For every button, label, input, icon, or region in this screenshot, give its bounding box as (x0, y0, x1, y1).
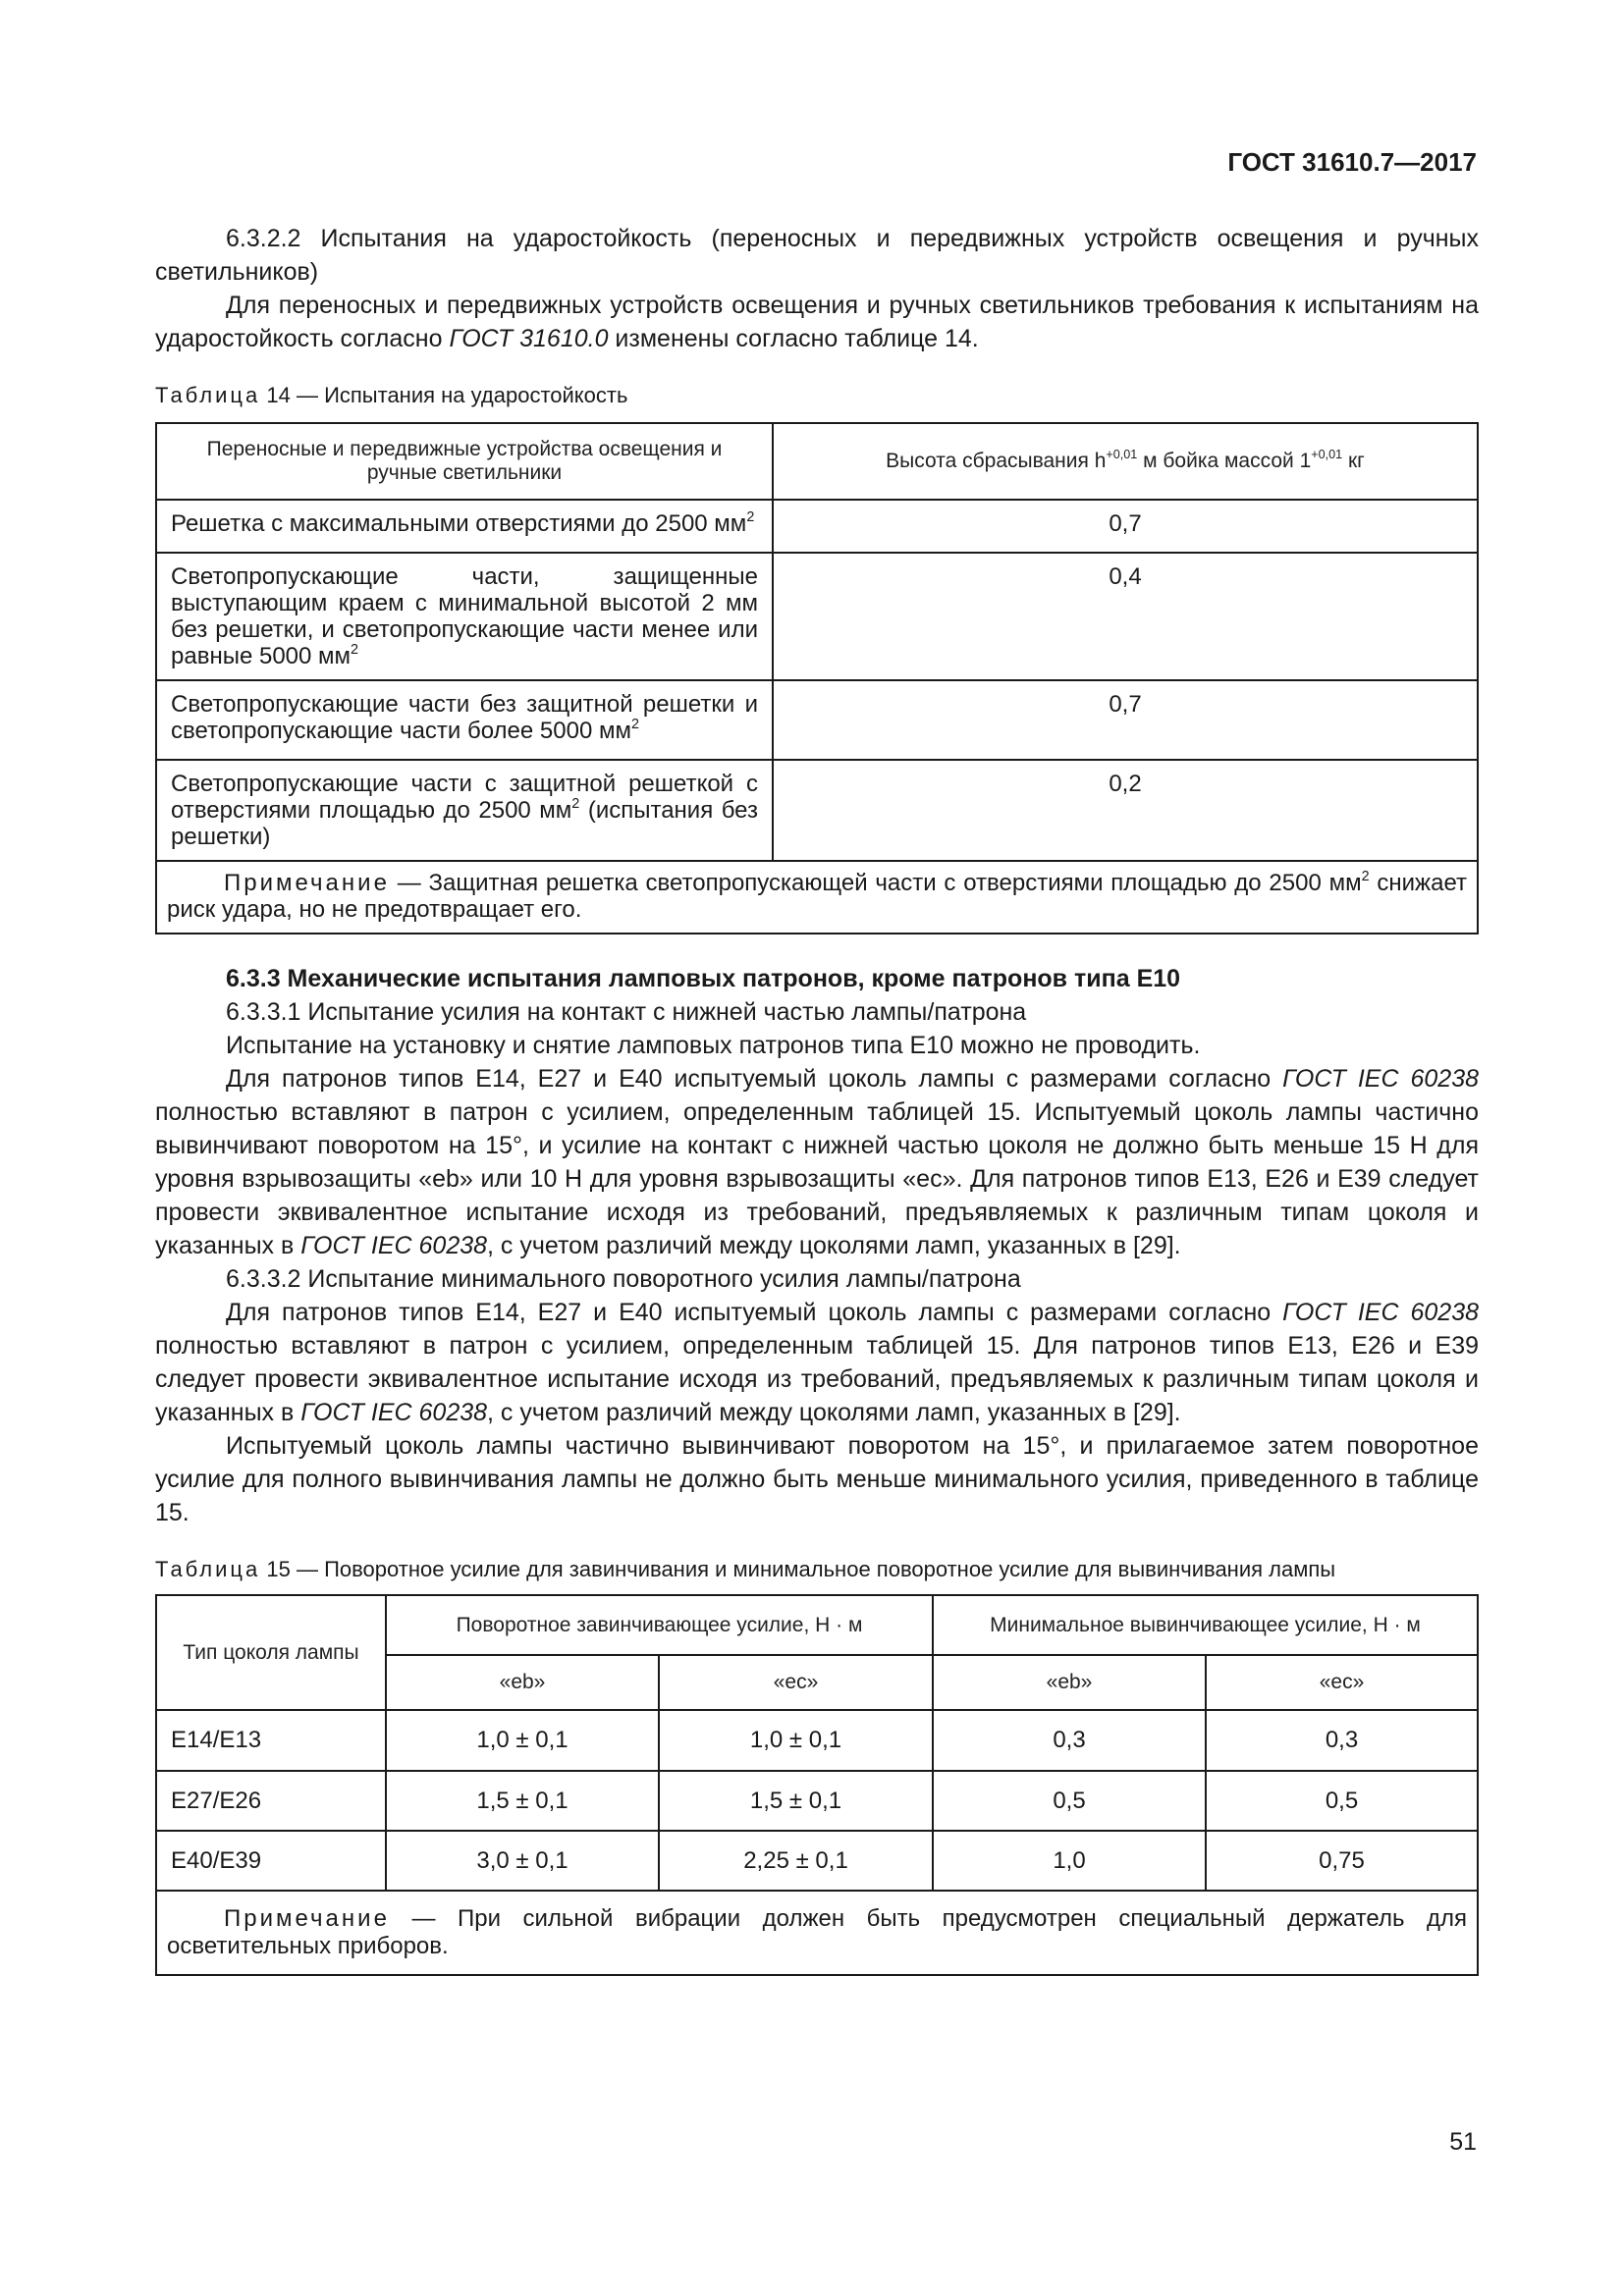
table15-subheader-eb: «eb» (933, 1655, 1206, 1710)
table15-cell: 0,5 (1206, 1771, 1478, 1831)
table15-group-loosen-header: Минимальное вывинчивающее усилие, Н · м (933, 1595, 1478, 1655)
table15-cell: 0,5 (933, 1771, 1206, 1831)
section-6332-title: 6.3.3.2 Испытание минимального поворотного усилия лампы/патрона (226, 1265, 1021, 1293)
table15-cell: 2,25 ± 0,1 (659, 1831, 933, 1891)
reference-gost-iec-60238: ГОСТ IEC 60238 (1282, 1299, 1479, 1326)
table14-value: 0,7 (773, 500, 1478, 553)
table15-cell: 1,5 ± 0,1 (659, 1771, 933, 1831)
table15-group-tighten-header: Поворотное завинчивающее усилие, Н · м (386, 1595, 933, 1655)
reference-gost-iec-60238: ГОСТ IEC 60238 (300, 1399, 488, 1426)
table-14 (155, 422, 1479, 934)
table15-header-row (156, 1595, 1478, 1655)
page-number: 51 (1449, 2128, 1477, 2156)
table15-subheader-ec: «ec» (659, 1655, 933, 1710)
section-633-p4: Испытуемый цоколь лампы частично вывинчивают поворотом на 15°, и прилагаемое затем поворотное усилие для полного вывинчивания лампы не должно быть меньше минимального усилия, приведенного в таблице 15. (155, 1432, 1479, 1526)
table14-desc: Светопропускающие части без защитной решетки и светопропускающие части более 5000 $мм^2$ (156, 680, 773, 760)
reference-gost-iec-60238: ГОСТ IEC 60238 (300, 1232, 488, 1259)
section-633-p3: Для патронов типов Е14, Е27 и Е40 испытуемый цоколь лампы с размерами согласно ГОСТ IEC 60238 полностью вставляют в патрон с усилием, определенным таблицей 15. Для патронов типов Е13, Е26 и Е39 следует провести эквивалентное испытание исходя из требований, предъявляемых к различным типам цоколя и указанных в ГОСТ IEC 60238, с учетом различий между цоколями ламп, указанных в [29]. (155, 1299, 1479, 1426)
table15-cell: 0,3 (933, 1710, 1206, 1771)
table15-cell-type: Е27/Е26 (156, 1771, 386, 1831)
page-content (155, 222, 1479, 1976)
table15-subheader-ec: «ec» (1206, 1655, 1478, 1710)
section-633-p1: Испытание на установку и снятие ламповых патронов типа Е10 можно не проводить. (226, 1032, 1201, 1059)
table15-note: Примечание — При сильной вибрации должен быть предусмотрен специальный держатель для осветительных приборов. (156, 1891, 1478, 1975)
table15-cell: 1,0 ± 0,1 (659, 1710, 933, 1771)
table15-cell: 1,5 ± 0,1 (386, 1771, 659, 1831)
table-row (156, 680, 1478, 760)
table-row (156, 1710, 1478, 1771)
section-6331-title: 6.3.3.1 Испытание усилия на контакт с нижней частью лампы/патрона (226, 998, 1027, 1026)
section-6322-body: Для переносных и передвижных устройств освещения и ручных светильников требования к испытаниям на ударостойкость согласно ГОСТ 31610.0 изменены согласно таблице 14. (155, 292, 1479, 352)
table-row (156, 553, 1478, 680)
table14-header-row (156, 423, 1478, 500)
document-code: ГОСТ 31610.7—2017 (1227, 147, 1477, 177)
table14-desc: Светопропускающие части с защитной решеткой с отверстиями площадью до 2500 $мм^2$ (испытания без решетки) (156, 760, 773, 861)
table14-desc: Решетка с максимальными отверстиями до 2500 $мм^2$ (156, 500, 773, 553)
table14-value: 0,7 (773, 680, 1478, 760)
table15-col-type-header: Тип цоколя лампы (156, 1595, 386, 1710)
table15-subheader-eb: «eb» (386, 1655, 659, 1710)
table14-col1-header: Переносные и передвижные устройства освещения и ручные светильники (156, 423, 773, 500)
table15-caption: Таблица 15 — Поворотное усилие для завинчивания и минимальное поворотное усилие для вывинчивания лампы (155, 1557, 1336, 1581)
table14-note-row (156, 861, 1478, 934)
table15-cell: 1,0 (933, 1831, 1206, 1891)
table-row (156, 760, 1478, 861)
table-row (156, 1771, 1478, 1831)
table14-value: 0,4 (773, 553, 1478, 680)
table15-cell: 0,3 (1206, 1710, 1478, 1771)
table14-caption: Таблица 14 — Испытания на ударостойкость (155, 383, 628, 407)
reference-gost-31610-0: ГОСТ 31610.0 (449, 325, 609, 352)
table15-note-row (156, 1891, 1478, 1975)
table15-cell: 3,0 ± 0,1 (386, 1831, 659, 1891)
table15-cell-type: Е40/Е39 (156, 1831, 386, 1891)
table-row (156, 1831, 1478, 1891)
table14-col2-header: Высота сбрасывания $h^{+0,01}$ м бойка массой $1^{+0,01}$ кг (773, 423, 1478, 500)
table15-cell: 1,0 ± 0,1 (386, 1710, 659, 1771)
section-633-heading: 6.3.3 Механические испытания ламповых патронов, кроме патронов типа Е10 (226, 965, 1181, 992)
table14-desc: Светопропускающие части, защищенные выступающим краем с минимальной высотой 2 мм без решетки, и светопропускающие части менее или равные 5000 $мм^2$ (156, 553, 773, 680)
table14-value: 0,2 (773, 760, 1478, 861)
section-633-p2: Для патронов типов Е14, Е27 и Е40 испытуемый цоколь лампы с размерами согласно ГОСТ IEC 60238 полностью вставляют в патрон с усилием, определенным таблицей 15. Испытуемый цоколь лампы частично вывинчивают поворотом на 15°, и усилие на контакт с нижней частью цоколя не должно быть меньше 15 Н для уровня взрывозащиты «eb» или 10 Н для уровня взрывозащиты «ec». Для патронов типов Е13, Е26 и Е39 следует провести эквивалентное испытание исходя из требований, предъявляемых к различным типам цоколя и указанных в ГОСТ IEC 60238, с учетом различий между цоколями ламп, указанных в [29]. (155, 1065, 1479, 1259)
table15-cell: 0,75 (1206, 1831, 1478, 1891)
reference-gost-iec-60238: ГОСТ IEC 60238 (1282, 1065, 1479, 1093)
table15-cell-type: Е14/Е13 (156, 1710, 386, 1771)
table14-note: Примечание — Защитная решетка светопропускающей части с отверстиями площадью до 2500 $мм^2$ снижает риск удара, но не предотвращает его. (156, 861, 1478, 934)
section-6322-title: 6.3.2.2 Испытания на ударостойкость (переносных и передвижных устройств освещения и ручных светильников) (155, 225, 1479, 286)
table-row (156, 500, 1478, 553)
table-15 (155, 1594, 1479, 1976)
